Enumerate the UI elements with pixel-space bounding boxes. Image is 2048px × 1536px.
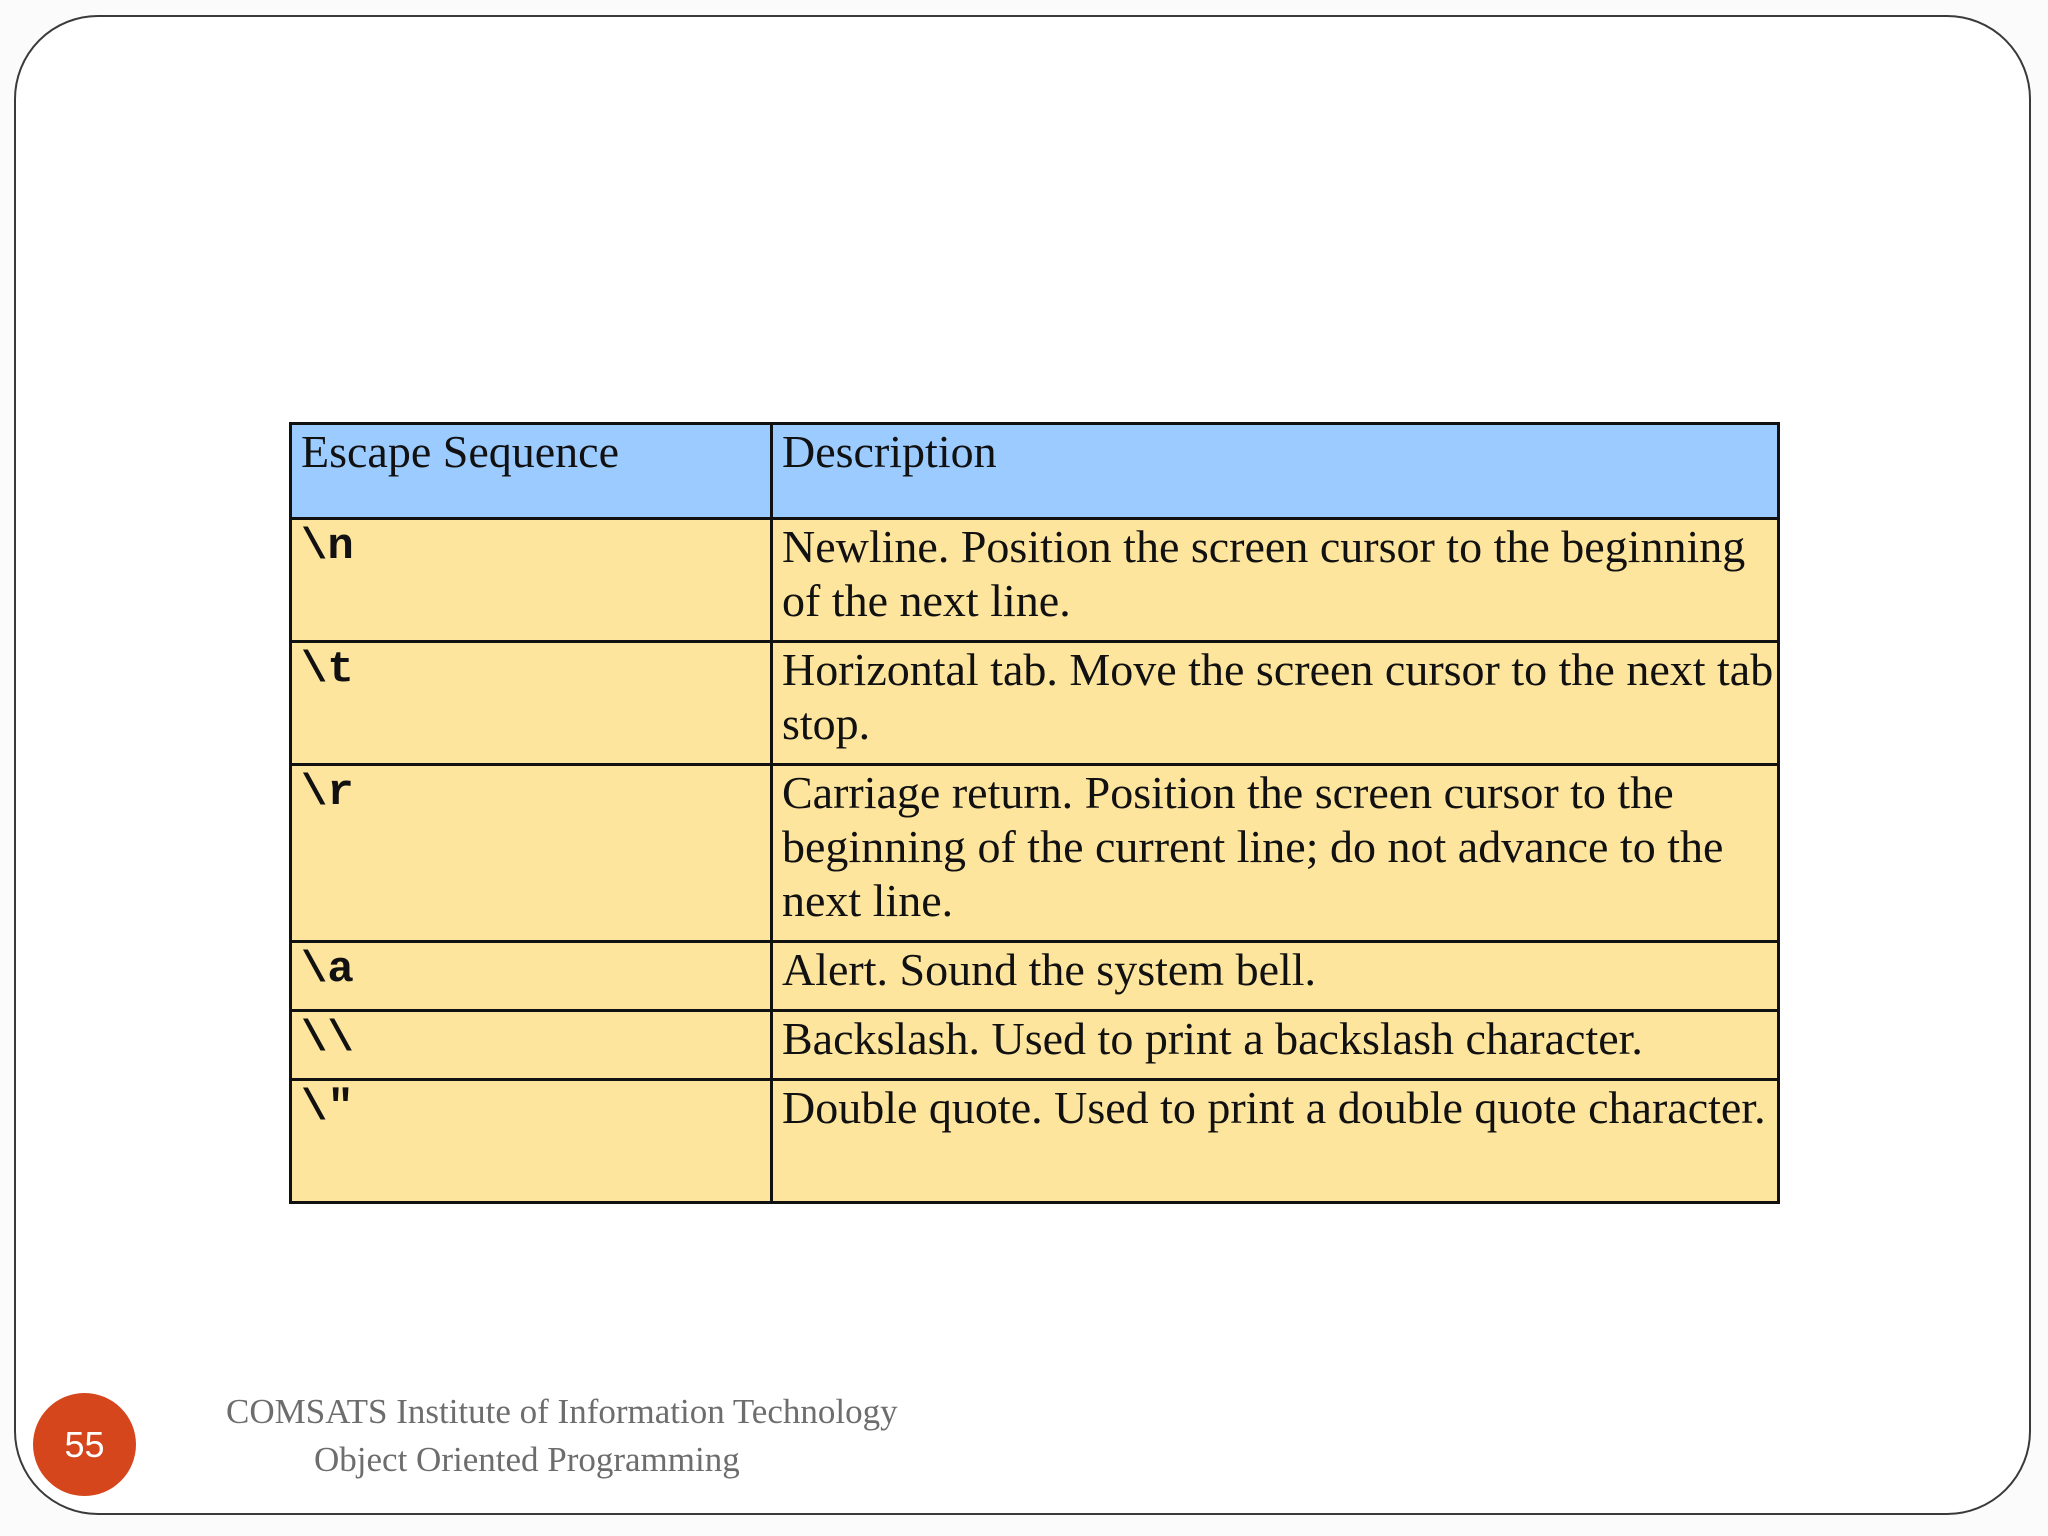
header-escape-sequence: Escape Sequence [291,424,772,519]
footer-course: Object Oriented Programming [314,1440,740,1479]
table-row [291,1011,1779,1080]
table-row [291,519,1779,642]
sequence-cell: \\ [291,1011,772,1080]
table-header-row [291,424,1779,519]
description-cell: Alert. Sound the system bell. [772,942,1779,1011]
sequence-cell: \n [291,519,772,642]
description-cell: Newline. Position the screen cursor to the beginning of the next line. [772,519,1779,642]
escape-sequence-table [289,422,1780,1204]
page-number-badge: 55 [33,1393,136,1496]
header-description: Description [772,424,1779,519]
description-cell: Backslash. Used to print a backslash character. [772,1011,1779,1080]
description-cell: Carriage return. Position the screen cursor to the beginning of the current line; do not advance to the next line. [772,765,1779,942]
footer-institution: COMSATS Institute of Information Technology [226,1392,898,1431]
sequence-cell: \a [291,942,772,1011]
sequence-cell: \t [291,642,772,765]
table-row [291,1080,1779,1203]
sequence-cell: \r [291,765,772,942]
sequence-cell: \" [291,1080,772,1203]
table-row [291,765,1779,942]
description-cell: Horizontal tab. Move the screen cursor to the next tab stop. [772,642,1779,765]
description-cell: Double quote. Used to print a double quote character. [772,1080,1779,1203]
table-row [291,942,1779,1011]
table-row [291,642,1779,765]
